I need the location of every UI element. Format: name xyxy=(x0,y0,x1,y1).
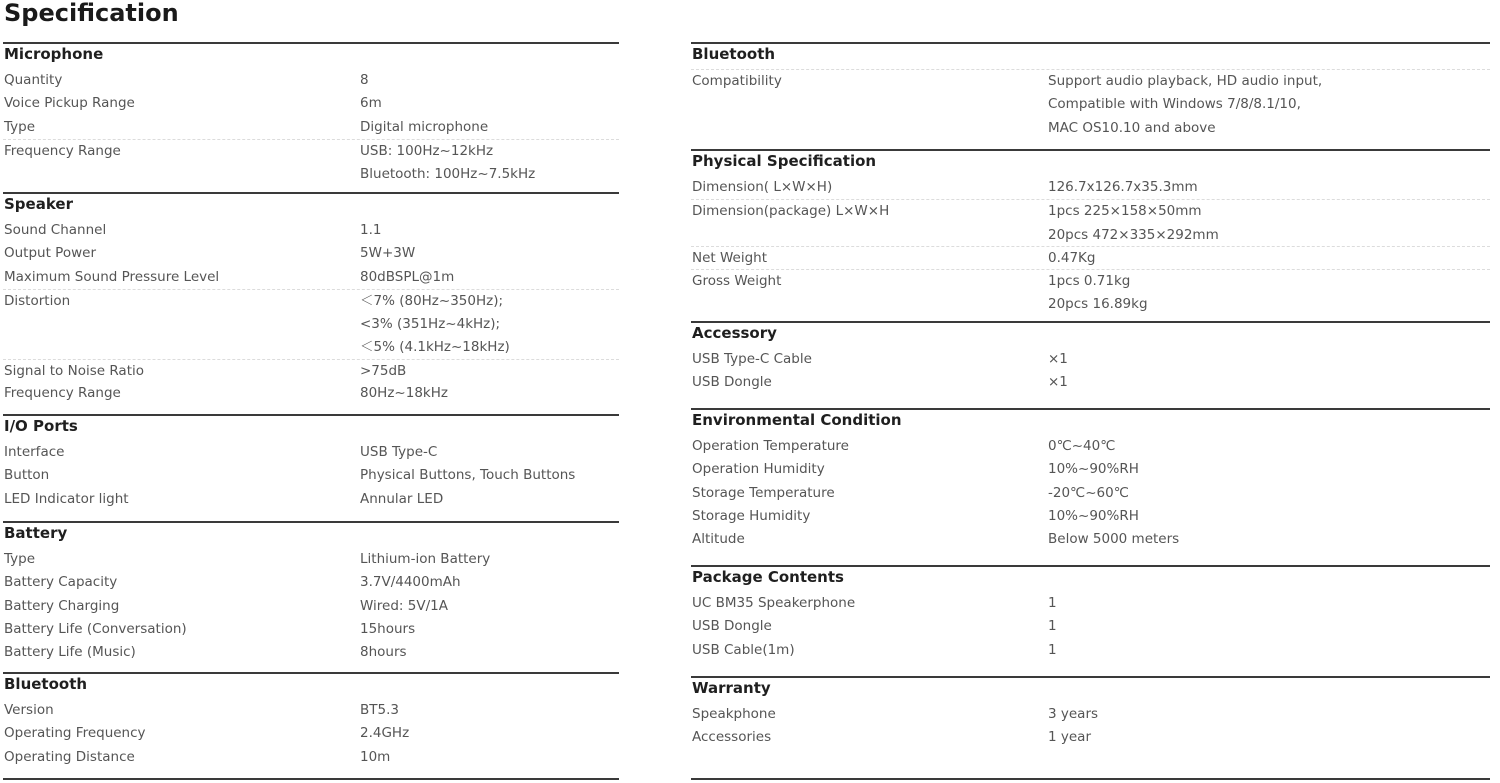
spec-value xyxy=(360,488,443,511)
spec-value xyxy=(360,382,448,405)
spec-label: Net Weight xyxy=(692,249,768,266)
section-title: Package Contents xyxy=(692,568,844,586)
spec-row xyxy=(3,641,619,664)
spec-value xyxy=(1048,703,1098,726)
spec-value-line: ×1 xyxy=(1048,351,1068,367)
spec-label: Altitude xyxy=(692,531,745,548)
spec-label: Distortion xyxy=(4,292,71,309)
spec-value-line: Lithium-ion Battery xyxy=(360,551,491,567)
spec-value-line: Physical Buttons, Touch Buttons xyxy=(360,467,576,484)
spec-row xyxy=(691,726,1490,749)
spec-value-line: 15hours xyxy=(360,620,416,637)
spec-row xyxy=(691,176,1490,199)
spec-label: USB Type-C Cable xyxy=(692,351,812,367)
spec-value xyxy=(360,242,415,265)
spec-value-line: 3 years xyxy=(1048,706,1099,722)
spec-row xyxy=(691,458,1490,481)
spec-value xyxy=(360,571,461,594)
spec-row xyxy=(691,348,1490,371)
spec-value-line: 1 xyxy=(1048,595,1057,611)
spec-row xyxy=(691,528,1490,551)
spec-row xyxy=(691,199,1490,247)
spec-label: Operation Humidity xyxy=(692,461,825,478)
spec-label: Compatibility xyxy=(692,73,782,89)
spec-row xyxy=(3,242,619,265)
spec-value-line: Support audio playback, HD audio input, xyxy=(1048,73,1323,89)
spec-row xyxy=(3,699,619,722)
spec-value xyxy=(1048,371,1068,394)
spec-label: Output Power xyxy=(4,245,97,262)
spec-value-line: <3% (351Hz~4kHz); xyxy=(360,316,501,333)
spec-value-line: MAC OS10.10 and above xyxy=(1048,119,1216,136)
spec-row xyxy=(691,69,1490,140)
spec-value-line: 3.7V/4400mAh xyxy=(360,574,461,591)
section-title: Physical Specification xyxy=(692,152,877,170)
section-title: Environmental Condition xyxy=(692,411,902,429)
spec-label: Frequency Range xyxy=(4,385,121,402)
spec-value xyxy=(1048,528,1179,551)
spec-row xyxy=(3,746,619,769)
spec-row xyxy=(3,441,619,464)
spec-row xyxy=(3,266,619,289)
spec-value-line: ×1 xyxy=(1048,374,1068,391)
spec-value xyxy=(360,360,406,383)
spec-row xyxy=(691,592,1490,615)
spec-label: Battery Life (Conversation) xyxy=(4,620,187,637)
spec-row xyxy=(3,571,619,594)
spec-value xyxy=(360,618,415,641)
spec-value xyxy=(360,69,369,92)
spec-value xyxy=(1048,615,1057,638)
spec-value xyxy=(1048,247,1095,270)
spec-value-line: Annular LED xyxy=(360,490,444,507)
spec-value-line: USB Type-C xyxy=(360,444,438,460)
spec-label: Frequency Range xyxy=(4,142,121,159)
spec-row xyxy=(3,488,619,511)
spec-label: Interface xyxy=(4,444,65,460)
spec-label: Operating Distance xyxy=(4,748,135,765)
spec-value xyxy=(1048,200,1219,247)
spec-value-line: 8 xyxy=(360,72,369,88)
spec-row xyxy=(3,618,619,641)
spec-value xyxy=(360,266,454,289)
spec-value xyxy=(360,219,381,242)
spec-value-line: Wired: 5V/1A xyxy=(360,597,448,614)
spec-label: Accessories xyxy=(692,729,772,746)
spec-row xyxy=(3,595,619,618)
spec-value-line: 8hours xyxy=(360,644,407,661)
spec-row xyxy=(3,722,619,745)
spec-label: UC BM35 Speakerphone xyxy=(692,595,856,611)
spec-value-line: 1 xyxy=(1048,641,1057,658)
spec-row xyxy=(3,289,619,360)
spec-value-line: 2.4GHz xyxy=(360,725,410,742)
spec-value xyxy=(360,548,490,571)
spec-label: Version xyxy=(4,702,54,718)
spec-value xyxy=(1048,176,1198,199)
spec-row xyxy=(3,382,619,405)
section-title: Bluetooth xyxy=(4,675,88,693)
spec-value-line: BT5.3 xyxy=(360,702,399,718)
spec-value-line: 1 year xyxy=(1048,729,1091,746)
spec-row xyxy=(691,639,1490,662)
section-title: Battery xyxy=(4,524,68,542)
spec-value xyxy=(1048,592,1057,615)
spec-value-line: 1pcs 225×158×50mm xyxy=(1048,203,1202,220)
spec-label: Storage Humidity xyxy=(692,507,811,524)
spec-row xyxy=(691,482,1490,505)
section-title: Speaker xyxy=(4,195,73,213)
spec-row xyxy=(3,92,619,115)
spec-value xyxy=(360,140,535,187)
section-title: I/O Ports xyxy=(4,417,78,435)
spec-value xyxy=(1048,70,1322,140)
spec-value xyxy=(1048,639,1057,662)
spec-row xyxy=(3,359,619,383)
page-title: Specification xyxy=(4,0,179,27)
spec-row xyxy=(691,703,1490,726)
spec-label: USB Dongle xyxy=(692,618,772,635)
spec-value-line: -20℃~60℃ xyxy=(1048,484,1129,501)
spec-label: Battery Capacity xyxy=(4,574,118,591)
spec-value-line: >75dB xyxy=(360,362,407,379)
spec-label: Gross Weight xyxy=(692,273,782,290)
bottom-divider xyxy=(691,778,1490,780)
spec-value-line: 20pcs 472×335×292mm xyxy=(1048,226,1219,243)
spec-value xyxy=(360,595,448,618)
spec-label: Operation Temperature xyxy=(692,438,849,454)
spec-value-line: 126.7x126.7x35.3mm xyxy=(1048,179,1198,195)
spec-value-line: 1.1 xyxy=(360,222,382,238)
spec-value xyxy=(360,441,437,464)
spec-row xyxy=(691,371,1490,394)
spec-label: Speakphone xyxy=(692,706,776,722)
spec-value xyxy=(1048,270,1148,317)
spec-value xyxy=(360,116,488,139)
spec-label: Type xyxy=(4,551,36,567)
spec-row xyxy=(691,505,1490,528)
spec-row xyxy=(691,615,1490,638)
spec-value-line: 0.47Kg xyxy=(1048,249,1096,266)
spec-value xyxy=(1048,348,1068,371)
spec-value-line: 20pcs 16.89kg xyxy=(1048,296,1148,313)
spec-value-line: USB: 100Hz~12kHz xyxy=(360,142,494,159)
spec-row xyxy=(691,246,1490,270)
spec-value-line: 5W+3W xyxy=(360,245,416,262)
spec-row xyxy=(3,69,619,92)
spec-value-line: 1 xyxy=(1048,618,1057,635)
spec-label: LED Indicator light xyxy=(4,490,129,507)
spec-label: Sound Channel xyxy=(4,222,107,238)
spec-row xyxy=(691,435,1490,458)
spec-value-line: Below 5000 meters xyxy=(1048,531,1180,548)
spec-value-line: Compatible with Windows 7/8/8.1/10, xyxy=(1048,96,1301,113)
spec-label: Dimension( L×W×H) xyxy=(692,179,833,195)
spec-label: Storage Temperature xyxy=(692,484,835,501)
spec-value-line: 80Hz~18kHz xyxy=(360,385,448,402)
spec-row xyxy=(3,464,619,487)
spec-value-line: 0℃~40℃ xyxy=(1048,438,1116,454)
spec-label: Maximum Sound Pressure Level xyxy=(4,268,220,285)
spec-value-line: 6m xyxy=(360,95,382,112)
spec-label: Voice Pickup Range xyxy=(4,95,135,112)
spec-label: Dimension(package) L×W×H xyxy=(692,203,890,220)
spec-row xyxy=(691,269,1490,317)
spec-label: USB Cable(1m) xyxy=(692,641,795,658)
spec-row xyxy=(3,139,619,187)
spec-value xyxy=(1048,458,1139,481)
spec-value-line: 10%~90%RH xyxy=(1048,507,1139,524)
section-title: Warranty xyxy=(692,679,771,697)
spec-value-line: 10%~90%RH xyxy=(1048,461,1139,478)
spec-row xyxy=(3,548,619,571)
spec-value-line: Digital microphone xyxy=(360,118,489,135)
spec-label: USB Dongle xyxy=(692,374,772,391)
spec-value xyxy=(360,464,575,487)
spec-label: Battery Charging xyxy=(4,597,120,614)
spec-value xyxy=(1048,726,1091,749)
spec-row xyxy=(3,116,619,139)
spec-value xyxy=(360,92,382,115)
spec-value xyxy=(360,290,510,360)
spec-label: Battery Life (Music) xyxy=(4,644,136,661)
spec-value-line: ＜5% (4.1kHz~18kHz) xyxy=(360,339,510,356)
spec-value-line: Bluetooth: 100Hz~7.5kHz xyxy=(360,166,536,183)
spec-value xyxy=(360,699,399,722)
spec-label: Operating Frequency xyxy=(4,725,146,742)
spec-value xyxy=(360,722,409,745)
section-title: Accessory xyxy=(692,324,777,342)
spec-value-line: ＜7% (80Hz~350Hz); xyxy=(360,292,504,309)
spec-label: Signal to Noise Ratio xyxy=(4,362,145,379)
bottom-divider xyxy=(3,778,619,780)
spec-row xyxy=(3,219,619,242)
spec-value xyxy=(360,641,407,664)
spec-label: Quantity xyxy=(4,72,63,88)
spec-value-line: 80dBSPL@1m xyxy=(360,268,455,285)
spec-value xyxy=(1048,505,1139,528)
section-title: Microphone xyxy=(4,45,104,63)
section-title: Bluetooth xyxy=(692,45,776,63)
spec-value xyxy=(1048,435,1115,458)
spec-label: Type xyxy=(4,118,36,135)
spec-value-line: 10m xyxy=(360,748,391,765)
spec-value xyxy=(1048,482,1129,505)
spec-value xyxy=(360,746,390,769)
spec-label: Button xyxy=(4,467,50,484)
spec-value-line: 1pcs 0.71kg xyxy=(1048,273,1131,290)
